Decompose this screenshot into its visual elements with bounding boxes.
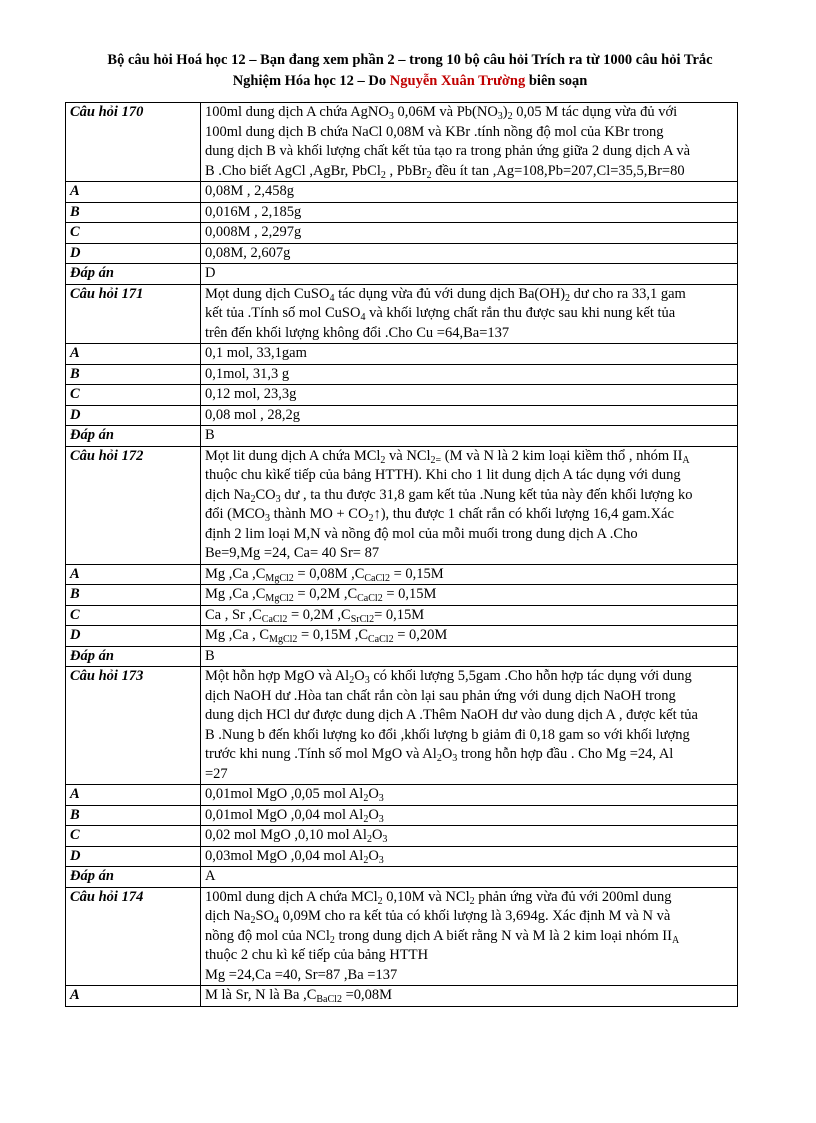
option-row bbox=[66, 223, 738, 244]
option-row bbox=[66, 182, 738, 203]
option-text: 0,02 mol MgO ,0,10 mol $Al_2O_3$ bbox=[201, 826, 738, 847]
option-text: 0,08M, 2,607g bbox=[201, 243, 738, 264]
question-text-line: =27 bbox=[205, 765, 228, 782]
option-row bbox=[66, 344, 738, 365]
answer-value: B bbox=[201, 426, 738, 447]
answer-row bbox=[66, 646, 738, 667]
option-text: 0,01mol MgO ,0,05 mol $Al_2O_3$ bbox=[201, 785, 738, 806]
option-label: A bbox=[66, 344, 201, 365]
question-label: Câu hỏi 171 bbox=[66, 284, 201, 344]
option-text: M là Sr, N là Ba $,C_{BaCl2} =0,08M$ bbox=[201, 986, 738, 1007]
option-label: B bbox=[66, 364, 201, 385]
question-text-line: Mg =24,Ca =40, Sr=87 ,Ba =137 bbox=[205, 966, 398, 983]
answer-row bbox=[66, 264, 738, 285]
option-label: B bbox=[66, 805, 201, 826]
question-text-line: 100ml dung dịch B chứa NaCl 0,08M và KBr .tính nồng độ mol của KBr trong bbox=[205, 123, 664, 140]
option-label: D bbox=[66, 405, 201, 426]
question-text-line: B .Nung b đến khối lượng ko đổi ,khối lượng b giảm đi 0,18 gam so với khối lượng bbox=[205, 726, 690, 743]
option-row bbox=[66, 385, 738, 406]
option-label: C bbox=[66, 223, 201, 244]
question-text-line: Mọt lit dung dịch A chứa MCl$_2$ và NCl$_{2=}$ (M và N là 2 kim loại kiềm thổ , nhóm $II_A$ bbox=[205, 447, 690, 466]
option-text: 0,08M , 2,458g bbox=[201, 182, 738, 203]
question-row bbox=[66, 103, 738, 182]
option-text: 0,03mol MgO ,0,04 mol $Al_2O_3$ bbox=[201, 846, 738, 867]
question-label: Câu hỏi 173 bbox=[66, 667, 201, 785]
question-label: Câu hỏi 172 bbox=[66, 446, 201, 564]
answer-row bbox=[66, 426, 738, 447]
option-text: 0,08 mol , 28,2g bbox=[201, 405, 738, 426]
option-row bbox=[66, 605, 738, 626]
option-label: A bbox=[66, 986, 201, 1007]
question-text-line: Mọt dung dịch CuSO$_4$ tác dụng vừa đủ với dung dịch $Ba(OH)_2$ dư cho ra 33,1 gam bbox=[205, 285, 686, 304]
option-label: A bbox=[66, 564, 201, 585]
question-text-line: dịch $Na_2SO_4$ 0,09M cho ra kết tủa có khối lượng là 3,694g. Xác định M và N và bbox=[205, 908, 671, 926]
option-row bbox=[66, 243, 738, 264]
answer-label: Đáp án bbox=[66, 867, 201, 888]
option-label: B bbox=[66, 202, 201, 223]
question-text bbox=[201, 887, 738, 986]
option-text: Ca , Sr $,C_{CaCl2} = 0,2M$ $,C_{SrCl2}= 0,15M$ bbox=[201, 605, 738, 626]
option-text: Mg ,Ca $,C_{MgCl2} = 0,08M$ $,C_{CaCl2} = 0,15M$ bbox=[201, 564, 738, 585]
question-text-line: 100ml dung dịch A chứa AgNO$_3$ 0,06M và $Pb(NO_3)_2$ 0,05 M tác dụng vừa đủ với bbox=[205, 104, 678, 122]
question-label: Câu hỏi 170 bbox=[66, 103, 201, 182]
option-label: A bbox=[66, 182, 201, 203]
option-row bbox=[66, 986, 738, 1007]
option-label: A bbox=[66, 785, 201, 806]
answer-value: A bbox=[201, 867, 738, 888]
option-label: C bbox=[66, 605, 201, 626]
option-row bbox=[66, 785, 738, 806]
option-row bbox=[66, 846, 738, 867]
question-text-line: dịch $Na_2CO_3$ dư , ta thu được 31,8 gam kết tủa .Nung kết tủa này đến khối lượng ko bbox=[205, 486, 693, 505]
option-row bbox=[66, 202, 738, 223]
option-row bbox=[66, 564, 738, 585]
question-text-line: Be=9,Mg =24, Ca= 40 Sr= 87 bbox=[205, 545, 380, 561]
title-line-2 bbox=[60, 71, 760, 92]
title-prefix: Nghiệm Hóa học 12 – Do bbox=[232, 73, 390, 89]
question-text bbox=[201, 284, 738, 344]
answer-value: D bbox=[201, 264, 738, 285]
option-label: D bbox=[66, 243, 201, 264]
question-text-line: dung dịch HCl dư được dung dịch A .Thêm NaOH dư vào dung dịch A , được kết tủa bbox=[205, 707, 698, 723]
question-label: Câu hỏi 174 bbox=[66, 887, 201, 986]
question-text-line: nồng độ mol của NCl$_2$ trong dung dịch A biết rằng N và M là 2 kim loại nhóm $II_A$ bbox=[205, 927, 680, 946]
question-text-line: B .Cho biết AgCl ,AgBr, PbCl$_2$ , PbBr$_2$ đều ít tan ,Ag=108,Pb=207,Cl=35,5,Br=80 bbox=[205, 162, 685, 181]
title-line-1: Bộ câu hỏi Hoá học 12 – Bạn đang xem phần 2 – trong 10 bộ câu hỏi Trích ra từ 1000 câu hỏi Trắc bbox=[107, 52, 713, 68]
option-label: C bbox=[66, 385, 201, 406]
question-row bbox=[66, 887, 738, 986]
question-table bbox=[65, 102, 738, 1007]
question-text-line: định 2 lim loại M,N và nồng độ mol của mỗi muối trong dung dịch A .Cho bbox=[205, 525, 638, 542]
option-text: 0,12 mol, 23,3g bbox=[201, 385, 738, 406]
option-row bbox=[66, 626, 738, 647]
option-label: B bbox=[66, 585, 201, 606]
question-text-line: trên đến khối lượng không đổi .Cho Cu =64,Ba=137 bbox=[205, 324, 510, 341]
question-text-line: dung dịch B và khối lượng chất kết tủa tạo ra trong phản ứng giữa 2 dung dịch A và bbox=[205, 143, 691, 159]
option-text: 0,1 mol, 33,1gam bbox=[201, 344, 738, 365]
question-text-line: thuộc 2 chu kì kế tiếp của bảng HTTH bbox=[205, 947, 429, 963]
option-text: 0,1mol, 31,3 g bbox=[201, 364, 738, 385]
question-text bbox=[201, 103, 738, 182]
document-title bbox=[60, 50, 760, 92]
answer-value: B bbox=[201, 646, 738, 667]
question-text-line: dịch NaOH dư .Hòa tan chất rắn còn lại sau phản ứng với dung dịch NaOH trong bbox=[205, 687, 676, 704]
question-text bbox=[201, 667, 738, 785]
option-text: 0,01mol MgO ,0,04 mol $Al_2O_3$ bbox=[201, 805, 738, 826]
title-suffix: biên soạn bbox=[525, 73, 588, 89]
answer-label: Đáp án bbox=[66, 264, 201, 285]
option-row bbox=[66, 805, 738, 826]
question-row bbox=[66, 667, 738, 785]
answer-label: Đáp án bbox=[66, 646, 201, 667]
option-row bbox=[66, 364, 738, 385]
question-text-line: kết tủa .Tính số mol CuSO$_4$ và khối lượng chất rắn thu được sau khi nung kết tủa bbox=[205, 305, 676, 323]
question-text bbox=[201, 446, 738, 564]
option-text: 0,008M , 2,297g bbox=[201, 223, 738, 244]
option-text: 0,016M , 2,185g bbox=[201, 202, 738, 223]
answer-label: Đáp án bbox=[66, 426, 201, 447]
question-row bbox=[66, 284, 738, 344]
question-row bbox=[66, 446, 738, 564]
option-label: C bbox=[66, 826, 201, 847]
question-text-line: Một hỗn hợp MgO và $Al_2O_3$ có khối lượng 5,5gam .Cho hỗn hợp tác dụng với dung bbox=[205, 668, 692, 686]
answer-row bbox=[66, 867, 738, 888]
question-text-line: đổi ($MCO_3$ thành MO + $CO_2↑$), thu được 1 chất rắn có khối lượng 16,4 gam.Xác bbox=[205, 506, 674, 524]
option-text: Mg ,Ca , $C_{MgCl2} = 0,15M$ $,C_{CaCl2} = 0,20M$ bbox=[201, 626, 738, 647]
question-text-line: trước khi nung .Tính số mol MgO và $Al_2O_3$ trong hỗn hợp đầu . Cho Mg =24, Al bbox=[205, 746, 674, 764]
option-row bbox=[66, 826, 738, 847]
question-text-line: 100ml dung dịch A chứa MCl$_2$ 0,10M và NCl$_2$ phản ứng vừa đủ với 200ml dung bbox=[205, 888, 672, 907]
option-label: D bbox=[66, 846, 201, 867]
option-label: D bbox=[66, 626, 201, 647]
question-text-line: thuộc chu kìkế tiếp của bảng HTTH). Khi cho 1 lit dung dịch A tác dụng với dung bbox=[205, 467, 681, 483]
author-name: Nguyễn Xuân Trường bbox=[389, 73, 526, 89]
option-text: Mg ,Ca $,C_{MgCl2} = 0,2M$ $,C_{CaCl2} = 0,15M$ bbox=[201, 585, 738, 606]
option-row bbox=[66, 585, 738, 606]
option-row bbox=[66, 405, 738, 426]
